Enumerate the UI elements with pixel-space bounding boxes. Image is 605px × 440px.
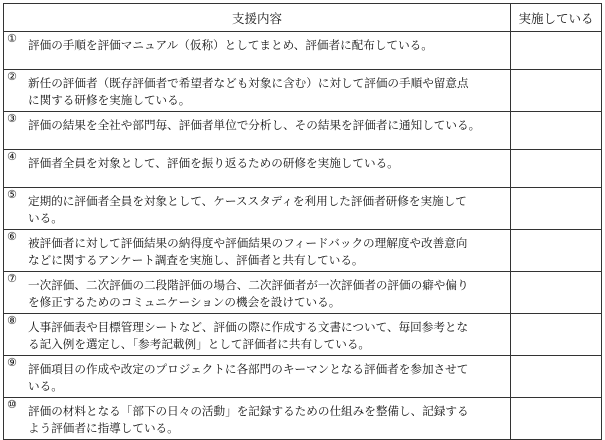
item-text: 定期的に評価者全員を対象として、ケーススタディを利用した評価者研修を実施して いる。 [28, 194, 467, 225]
item-number: ⑥ [7, 230, 17, 243]
table-row [4, 112, 602, 150]
item-number: ⑧ [7, 314, 17, 327]
item-number: ⑦ [7, 272, 17, 285]
table-row [4, 314, 602, 356]
implemented-cell[interactable] [511, 70, 602, 112]
item-text: 評価の材料となる「部下の日々の活動」を記録するための仕組みを整備し、記録する よう評価者に指導している。 [28, 404, 469, 435]
table-row [4, 398, 602, 440]
item-text: 評価項目の作成や改定のプロジェクトに各部門のキーマンとなる評価者を参加させて いる。 [28, 362, 469, 393]
item-text: 評価の手順を評価マニュアル（仮称）としてまとめ、評価者に配布している。 [28, 38, 433, 52]
implemented-cell[interactable] [511, 188, 602, 230]
header-row [4, 4, 602, 32]
table-row [4, 272, 602, 314]
implemented-cell[interactable] [511, 32, 602, 70]
implemented-cell[interactable] [511, 314, 602, 356]
implemented-cell[interactable] [511, 272, 602, 314]
item-number: ⑤ [7, 188, 17, 201]
support-checklist-table [3, 3, 602, 440]
implemented-cell[interactable] [511, 150, 602, 188]
item-text: 一次評価、二次評価の二段階評価の場合、二次評価者が一次評価者の評価の癖や偏り を修正するためのコミュニケーションの機会を設けている。 [28, 278, 469, 309]
table-row [4, 32, 602, 70]
implemented-cell[interactable] [511, 398, 602, 440]
table-row [4, 150, 602, 188]
item-number: ③ [7, 112, 17, 125]
item-number: ① [7, 32, 17, 45]
table-row [4, 70, 602, 112]
implemented-cell[interactable] [511, 356, 602, 398]
item-number: ⑨ [7, 356, 17, 369]
item-number: ④ [7, 150, 17, 163]
implemented-cell[interactable] [511, 230, 602, 272]
item-text: 評価の結果を全社や部門毎、評価者単位で分析し、その結果を評価者に通知している。 [28, 118, 481, 132]
table-row [4, 188, 602, 230]
table-row [4, 230, 602, 272]
item-text: 評価者全員を対象として、評価を振り返るための研修を実施している。 [28, 156, 399, 170]
item-text: 人事評価表や目標管理シートなど、評価の際に作成する文書について、毎回参考とな る記入例を選定し、「参考記載例」として評価者に共有している。 [28, 320, 469, 351]
item-number: ⑩ [7, 398, 17, 411]
implemented-cell[interactable] [511, 112, 602, 150]
item-text: 新任の評価者（既存評価者で希望者なども対象に含む）に対して評価の手順や留意点 に関する研修を実施している。 [28, 76, 469, 107]
item-text: 被評価者に対して評価結果の納得度や評価結果のフィードバックの理解度や改善意向 などに関するアンケート調査を実施し、評価者と共有している。 [28, 236, 468, 267]
item-number: ② [7, 70, 17, 83]
table-row [4, 356, 602, 398]
header-support-content: 支援内容 [4, 4, 511, 32]
header-implemented: 実施している [511, 4, 602, 32]
